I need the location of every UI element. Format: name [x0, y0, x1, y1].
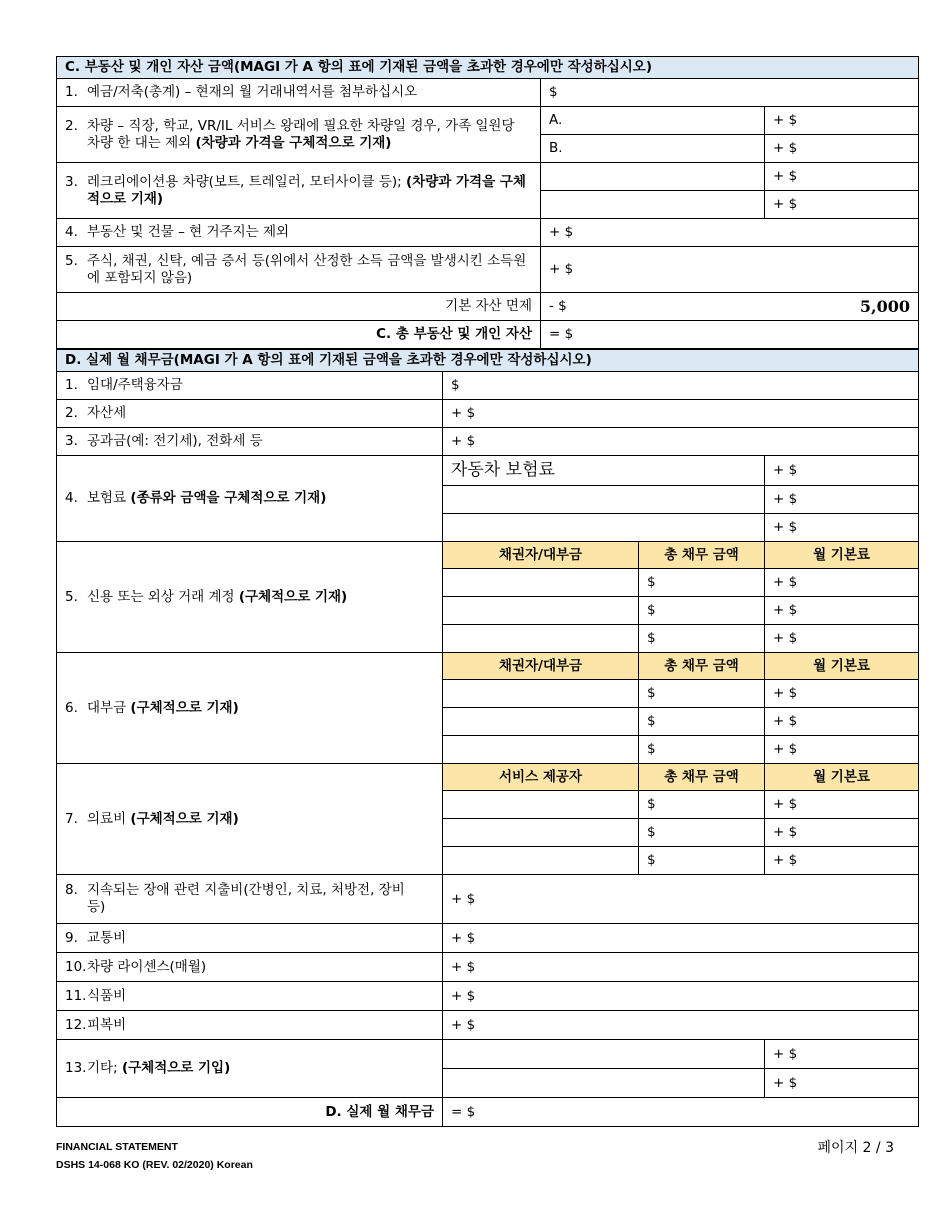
section-c-header: C. 부동산 및 개인 자산 금액(MAGI 가 A 항의 표에 기재된 금액을 초과한 경우에만 작성하십시오) [57, 57, 919, 79]
d6-monthly-3[interactable]: + $ [765, 736, 919, 764]
d1-label: 1. 임대/주택융자금 [57, 372, 443, 400]
c3-label: 3. 레크리에이션용 차량(보트, 트레일러, 모터사이클 등); (차량과 가격을 구체적으로 기재) [57, 163, 541, 219]
c-total-field[interactable]: = $ [541, 321, 919, 349]
c2a-vehicle-field[interactable]: A. [541, 107, 765, 135]
c1-label: 1. 예금/저축(총계) – 현재의 월 거래내역서를 첨부하십시오 [57, 79, 541, 107]
d6-monthly-2[interactable]: + $ [765, 708, 919, 736]
d11-food-field[interactable]: + $ [443, 982, 919, 1011]
c3a-value-field[interactable]: + $ [765, 163, 919, 191]
c3b-vehicle-field[interactable] [541, 191, 765, 219]
d6-debt-3[interactable]: $ [639, 736, 765, 764]
c4-realestate-field[interactable]: + $ [541, 219, 919, 247]
d7-monthly-3[interactable]: + $ [765, 847, 919, 875]
d7-col-provider: 서비스 제공자 [443, 764, 639, 791]
d7-monthly-2[interactable]: + $ [765, 819, 919, 847]
d8-disability-field[interactable]: + $ [443, 875, 919, 924]
d7-monthly-1[interactable]: + $ [765, 791, 919, 819]
d7-debt-3[interactable]: $ [639, 847, 765, 875]
d13-other-2[interactable] [443, 1069, 765, 1098]
d4-insurance-type-1[interactable]: 자동차 보험료 [443, 456, 765, 486]
d7-debt-2[interactable]: $ [639, 819, 765, 847]
c3b-value-field[interactable]: + $ [765, 191, 919, 219]
d10-label: 10.차량 라이센스(매월) [57, 953, 443, 982]
d9-transport-field[interactable]: + $ [443, 924, 919, 953]
d11-label: 11.식품비 [57, 982, 443, 1011]
d3-utilities-field[interactable]: + $ [443, 428, 919, 456]
c2b-vehicle-field[interactable]: B. [541, 135, 765, 163]
section-c-table [56, 56, 919, 349]
d5-creditor-2[interactable] [443, 597, 639, 625]
d4-amount-3[interactable]: + $ [765, 514, 919, 542]
d7-provider-1[interactable] [443, 791, 639, 819]
d5-monthly-1[interactable]: + $ [765, 569, 919, 597]
d6-debt-2[interactable]: $ [639, 708, 765, 736]
section-d-header: D. 실제 월 채무금(MAGI 가 A 항의 표에 기재된 금액을 초과한 경우에만 작성하십시오) [57, 350, 919, 372]
d13-amount-1[interactable]: + $ [765, 1040, 919, 1069]
d-total-field[interactable]: = $ [443, 1098, 919, 1127]
d6-col-total-debt: 총 채무 금액 [639, 653, 765, 680]
section-d-table [56, 349, 919, 1127]
d5-debt-2[interactable]: $ [639, 597, 765, 625]
c4-label: 4. 부동산 및 건물 – 현 거주지는 제외 [57, 219, 541, 247]
d5-debt-1[interactable]: $ [639, 569, 765, 597]
d6-label: 6. 대부금 (구체적으로 기재) [57, 653, 443, 764]
d5-creditor-3[interactable] [443, 625, 639, 653]
c2b-value-field[interactable]: + $ [765, 135, 919, 163]
d5-col-monthly: 월 기본료 [765, 542, 919, 569]
d5-creditor-1[interactable] [443, 569, 639, 597]
d4-amount-1[interactable]: + $ [765, 456, 919, 486]
d4-insurance-type-2[interactable] [443, 486, 765, 514]
d7-debt-1[interactable]: $ [639, 791, 765, 819]
c2a-value-field[interactable]: + $ [765, 107, 919, 135]
d6-debt-1[interactable]: $ [639, 680, 765, 708]
d4-insurance-type-3[interactable] [443, 514, 765, 542]
d-total-label: D. 실제 월 채무금 [57, 1098, 443, 1127]
d4-amount-2[interactable]: + $ [765, 486, 919, 514]
d6-monthly-1[interactable]: + $ [765, 680, 919, 708]
d5-debt-3[interactable]: $ [639, 625, 765, 653]
footer-form-title: FINANCIAL STATEMENT [56, 1141, 178, 1153]
c5-stocks-field[interactable]: + $ [541, 247, 919, 293]
d13-amount-2[interactable]: + $ [765, 1069, 919, 1098]
c3a-vehicle-field[interactable] [541, 163, 765, 191]
d3-label: 3. 공과금(예: 전기세), 전화세 등 [57, 428, 443, 456]
page-number: 페이지 2 / 3 [817, 1140, 894, 1156]
d6-col-monthly: 월 기본료 [765, 653, 919, 680]
footer-form-id: DSHS 14-068 KO (REV. 02/2020) Korean [56, 1159, 253, 1171]
d6-creditor-3[interactable] [443, 736, 639, 764]
exemption-prefix: - $ [549, 298, 567, 314]
d10-license-field[interactable]: + $ [443, 953, 919, 982]
c1-savings-field[interactable]: $ [541, 79, 919, 107]
d7-col-total-debt: 총 채무 금액 [639, 764, 765, 791]
exemption-value [541, 293, 919, 321]
d7-provider-3[interactable] [443, 847, 639, 875]
d6-creditor-2[interactable] [443, 708, 639, 736]
d2-label: 2. 자산세 [57, 400, 443, 428]
d4-label: 4. 보험료 (종류와 금액을 구체적으로 기재) [57, 456, 443, 542]
d7-provider-2[interactable] [443, 819, 639, 847]
d7-label: 7. 의료비 (구체적으로 기재) [57, 764, 443, 875]
d9-label: 9. 교통비 [57, 924, 443, 953]
d13-other-1[interactable] [443, 1040, 765, 1069]
d5-monthly-3[interactable]: + $ [765, 625, 919, 653]
d6-col-creditor: 채권자/대부금 [443, 653, 639, 680]
d13-label: 13.기타; (구체적으로 기입) [57, 1040, 443, 1098]
exemption-amount: 5,000 [859, 297, 911, 316]
c-total-label: C. 총 부동산 및 개인 자산 [57, 321, 541, 349]
d5-label: 5. 신용 또는 외상 거래 계정 (구체적으로 기재) [57, 542, 443, 653]
c5-label: 5. 주식, 채권, 신탁, 예금 증서 등(위에서 산정한 소득 금액을 발생시킨 소득원에 포함되지 않음) [57, 247, 541, 293]
d12-label: 12.피복비 [57, 1011, 443, 1040]
d2-tax-field[interactable]: + $ [443, 400, 919, 428]
d8-label: 8. 지속되는 장애 관련 지출비(간병인, 치료, 처방전, 장비 등) [57, 875, 443, 924]
d5-col-creditor: 채권자/대부금 [443, 542, 639, 569]
d7-col-monthly: 월 기본료 [765, 764, 919, 791]
exemption-label: 기본 자산 면제 [57, 293, 541, 321]
d12-clothing-field[interactable]: + $ [443, 1011, 919, 1040]
d6-creditor-1[interactable] [443, 680, 639, 708]
d1-rent-field[interactable]: $ [443, 372, 919, 400]
d5-monthly-2[interactable]: + $ [765, 597, 919, 625]
d5-col-total-debt: 총 채무 금액 [639, 542, 765, 569]
c2-label: 2. 차량 – 직장, 학교, VR/IL 서비스 왕래에 필요한 차량일 경우, 가족 일원당 차량 한 대는 제외 (차량과 가격을 구체적으로 기재) [57, 107, 541, 163]
